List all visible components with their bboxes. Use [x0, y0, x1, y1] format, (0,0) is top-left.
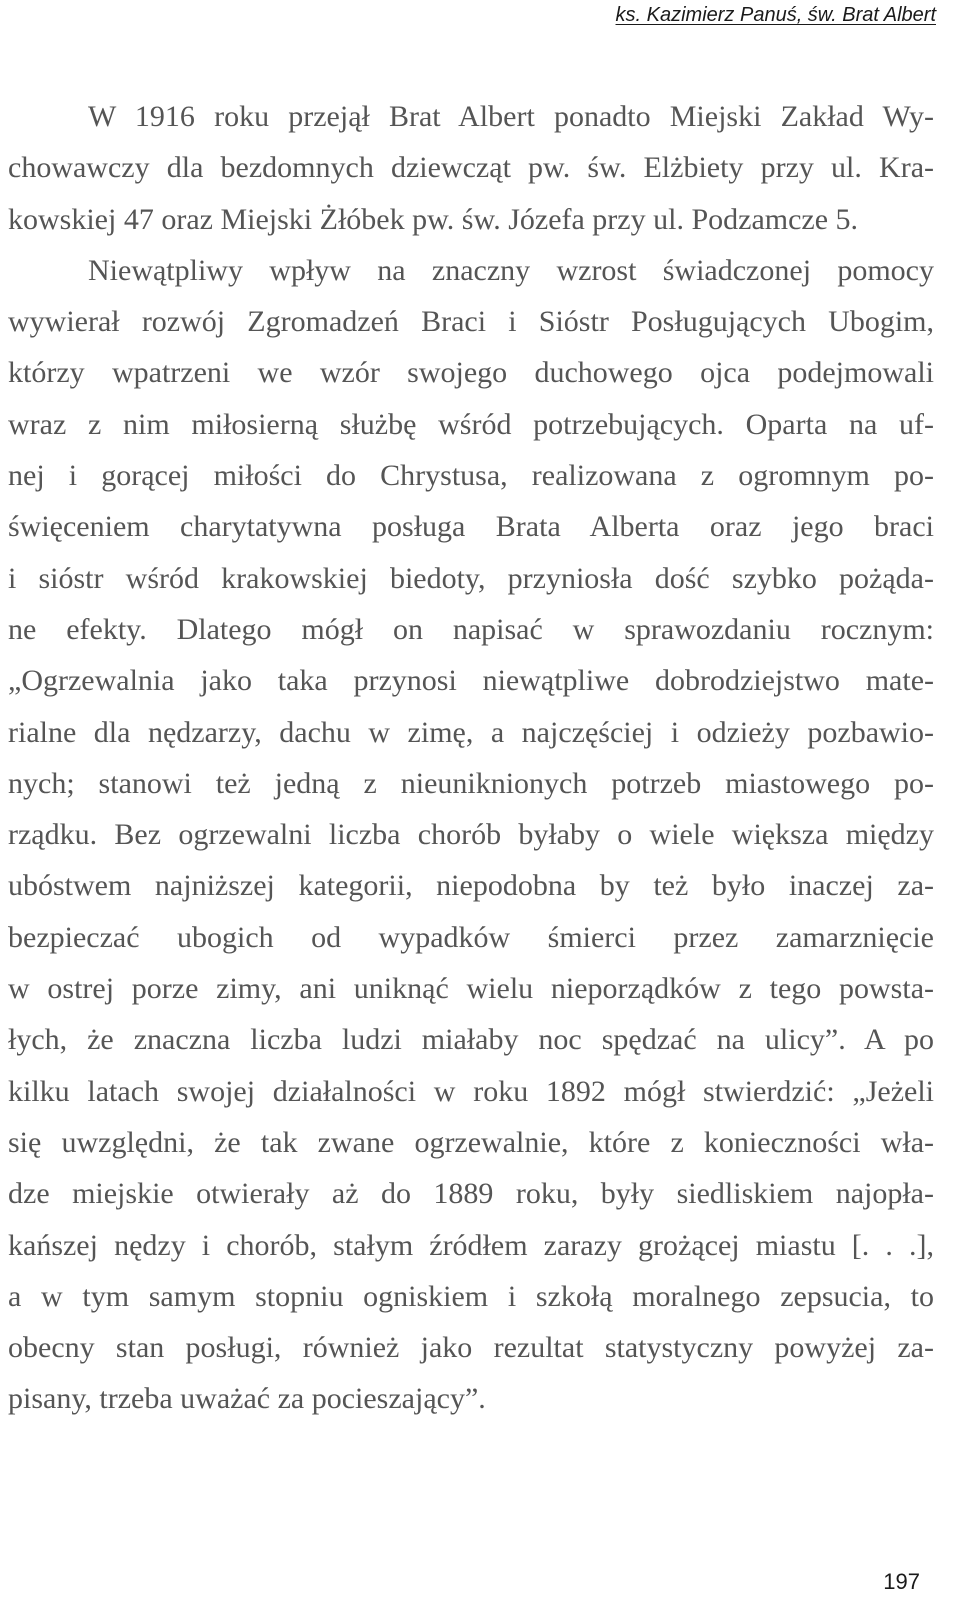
- text-line: rialne dla nędzarzy, dachu w zimę, a najczęściej i odzieży pozbawio-: [8, 715, 934, 749]
- text-line: bezpieczać ubogich od wypadków śmierci przez zamarznięcie: [8, 920, 934, 954]
- text-line: i sióstr wśród krakowskiej biedoty, przyniosła dość szybko pożąda-: [8, 561, 934, 595]
- text-line: dze miejskie otwierały aż do 1889 roku, były siedliskiem najopła-: [8, 1177, 934, 1211]
- text-line: obecny stan posługi, również jako rezultat statystyczny powyżej za-: [8, 1331, 934, 1365]
- text-line: którzy wpatrzeni we wzór swojego duchowego ojca podejmowali: [8, 356, 934, 390]
- text-line: pisany, trzeba uważać za pocieszający”.: [8, 1382, 486, 1416]
- text-line: wywierał rozwój Zgromadzeń Braci i Sióstr Posługujących Ubogim,: [8, 305, 934, 339]
- text-line: kilku latach swojej działalności w roku 1892 mógł stwierdzić: „Jeżeli: [8, 1074, 934, 1108]
- text-line: łych, że znaczna liczba ludzi miałaby noc spędzać na ulicy”. A po: [8, 1023, 934, 1057]
- text-line: W 1916 roku przejął Brat Albert ponadto Miejski Zakład Wy-: [88, 100, 934, 133]
- text-line: kańszej nędzy i chorób, stałym źródłem zarazy grożącej miastu [. . .],: [8, 1228, 934, 1262]
- text-line: chowawczy dla bezdomnych dziewcząt pw. św. Elżbiety przy ul. Kra-: [8, 151, 934, 185]
- text-line: kowskiej 47 oraz Miejski Żłóbek pw. św. Józefa przy ul. Podzamcze 5.: [8, 202, 859, 236]
- body-text: [8, 95, 934, 1429]
- text-line: nych; stanowi też jedną z nieuniknionych potrzeb miastowego po-: [8, 766, 934, 800]
- text-line: wraz z nim miłosierną służbę wśród potrzebujących. Oparta na uf-: [8, 407, 934, 441]
- text-line: się uwzględni, że tak zwane ogrzewalnie, które z konieczności wła-: [8, 1125, 934, 1159]
- text-line: rządku. Bez ogrzewalni liczba chorób byłaby o wiele większa między: [8, 818, 934, 852]
- text-line: nej i gorącej miłości do Chrystusa, realizowana z ogromnym po-: [8, 459, 934, 493]
- running-header: ks. Kazimierz Panuś, św. Brat Albert: [615, 4, 936, 26]
- text-line: święceniem charytatywna posługa Brata Alberta oraz jego braci: [8, 510, 934, 544]
- text-line: a w tym samym stopniu ogniskiem i szkołą moralnego zepsucia, to: [8, 1279, 934, 1313]
- text-line: ne efekty. Dlatego mógł on napisać w sprawozdaniu rocznym:: [8, 612, 934, 646]
- text-line: w ostrej porze zimy, ani uniknąć wielu nieporządków z tego powsta-: [8, 972, 934, 1006]
- text-line: ubóstwem najniższej kategorii, niepodobna by też było inaczej za-: [8, 869, 934, 903]
- text-line: Niewątpliwy wpływ na znaczny wzrost świadczonej pomocy: [88, 253, 934, 287]
- page-number: 197: [883, 1569, 920, 1594]
- text-line: „Ogrzewalnia jako taka przynosi niewątpliwe dobrodziejstwo mate-: [8, 664, 934, 698]
